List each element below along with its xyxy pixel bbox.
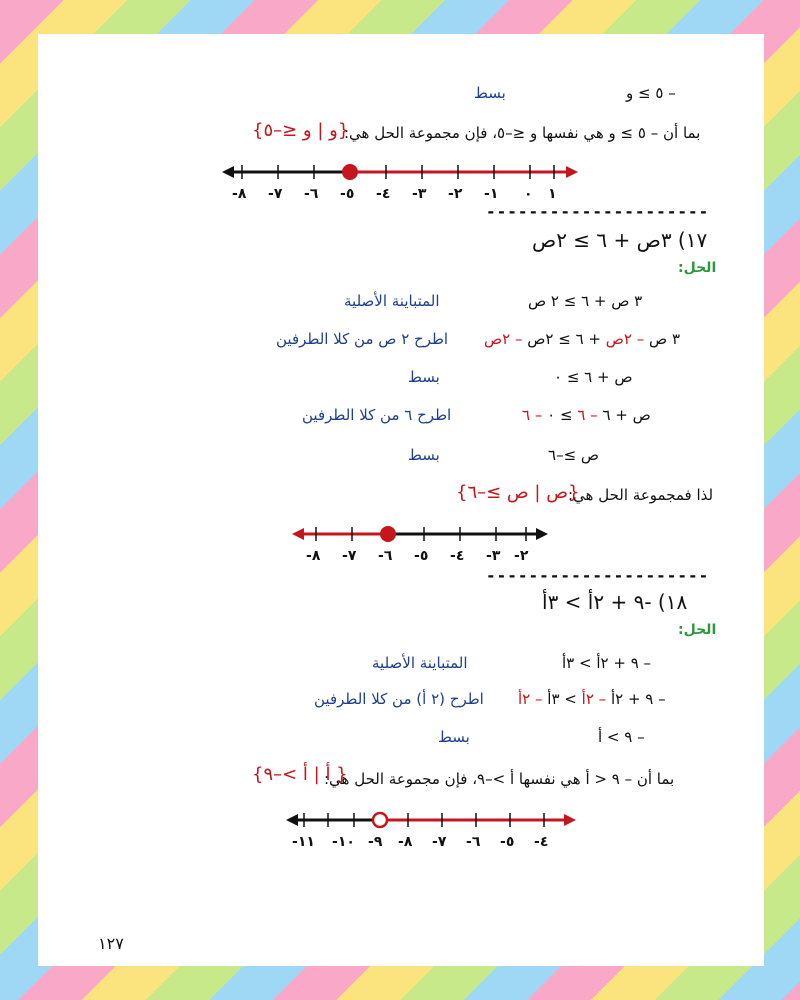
- tick-label: -٤: [376, 186, 391, 202]
- tick-label: -٦: [304, 186, 319, 202]
- tick-label: -٤: [534, 834, 549, 850]
- conclusion-text: بما أن – ٥ ≥ و هي نفسها و ≤–٥، فإن مجموعة الحل هي:: [344, 124, 701, 142]
- solution-set: { أ | أ >–٩}: [252, 764, 348, 785]
- tick-label: -٥: [500, 834, 515, 850]
- conclusion-text: لذا فمجموعة الحل هي:: [568, 486, 714, 504]
- tick-label: -٧: [342, 548, 357, 564]
- conclusion-text: بما أن – ٩ < أ هي نفسها أ >–٩، فإن مجموعة الحل هي:: [324, 770, 675, 788]
- tick-label: -٧: [268, 186, 283, 202]
- step-expression: – ٩ + ٢أ – ٢أ > ٣أ – ٢أ: [518, 690, 666, 708]
- tick-label: -٦: [378, 548, 393, 564]
- step-note: اطرح ٦ من كلا الطرفين: [302, 406, 452, 424]
- solution-set: {و | و ≤–٥}: [252, 120, 350, 141]
- tick-label: -٨: [306, 548, 321, 564]
- tick-label: ٠: [524, 186, 533, 202]
- step-note: بسط: [408, 368, 440, 386]
- step-expression: ٣ ص + ٦ ≥ ٢ ص: [528, 292, 643, 310]
- worksheet-page: [38, 34, 764, 966]
- step-note: بسط: [438, 728, 470, 746]
- step-note: اطرح (٢ أ) من كلا الطرفين: [314, 690, 484, 708]
- tick-label: -٥: [414, 548, 429, 564]
- step-expression: – ٩ > أ: [598, 728, 645, 746]
- tick-label: -٣: [486, 548, 501, 564]
- tick-label: -٨: [232, 186, 247, 202]
- tick-label: -١٠: [332, 834, 355, 850]
- tick-label: -٩: [368, 834, 383, 850]
- page-number: ١٢٧: [98, 934, 124, 953]
- step-expression: ص + ٦ – ٦ ≥ ٠ – ٦: [522, 406, 651, 424]
- tick-label: -٣: [412, 186, 427, 202]
- number-line-3: [282, 806, 582, 854]
- open-point: [373, 813, 387, 827]
- step-expression: – ٥ ≥ و: [626, 84, 676, 102]
- tick-label: -١١: [292, 834, 315, 850]
- separator-line: ---------------------: [486, 566, 710, 585]
- problem-18-heading: ١٨) -٩ + ٢أ > ٣أ: [542, 590, 688, 614]
- step-expression: ص ≥–٦: [548, 446, 600, 464]
- closed-point: [380, 526, 396, 542]
- separator-line: ---------------------: [486, 202, 710, 221]
- step-expression: – ٩ + ٢أ > ٣أ: [562, 654, 652, 672]
- tick-label: -٧: [432, 834, 447, 850]
- problem-17-heading: ١٧) ٣ص + ٦ ≥ ٢ص: [532, 228, 708, 252]
- tick-label: -٨: [398, 834, 413, 850]
- number-line-1: [218, 158, 588, 206]
- step-note: اطرح ٢ ص من كلا الطرفين: [276, 330, 449, 348]
- tick-label: -٤: [450, 548, 465, 564]
- step-note: بسط: [408, 446, 440, 464]
- solution-label: الحل:: [678, 260, 717, 276]
- solution-label: الحل:: [678, 622, 717, 638]
- tick-label: -٦: [466, 834, 481, 850]
- tick-label: -٥: [340, 186, 355, 202]
- solution-set: {ص | ص ≥–٦}: [456, 482, 580, 503]
- step-note: المتباينة الأصلية: [372, 654, 468, 672]
- closed-point: [342, 164, 358, 180]
- step-note: بسط: [474, 84, 506, 102]
- step-expression: ٣ ص – ٢ص + ٦ ≥ ٢ص – ٢ص: [484, 330, 680, 348]
- tick-label: -٢: [448, 186, 463, 202]
- tick-label: ١: [548, 186, 557, 202]
- step-note: المتباينة الأصلية: [344, 292, 440, 310]
- tick-label: -٢: [514, 548, 529, 564]
- step-expression: ص + ٦ ≥ ٠: [554, 368, 633, 386]
- tick-label: -١: [484, 186, 499, 202]
- number-line-2: [286, 520, 556, 568]
